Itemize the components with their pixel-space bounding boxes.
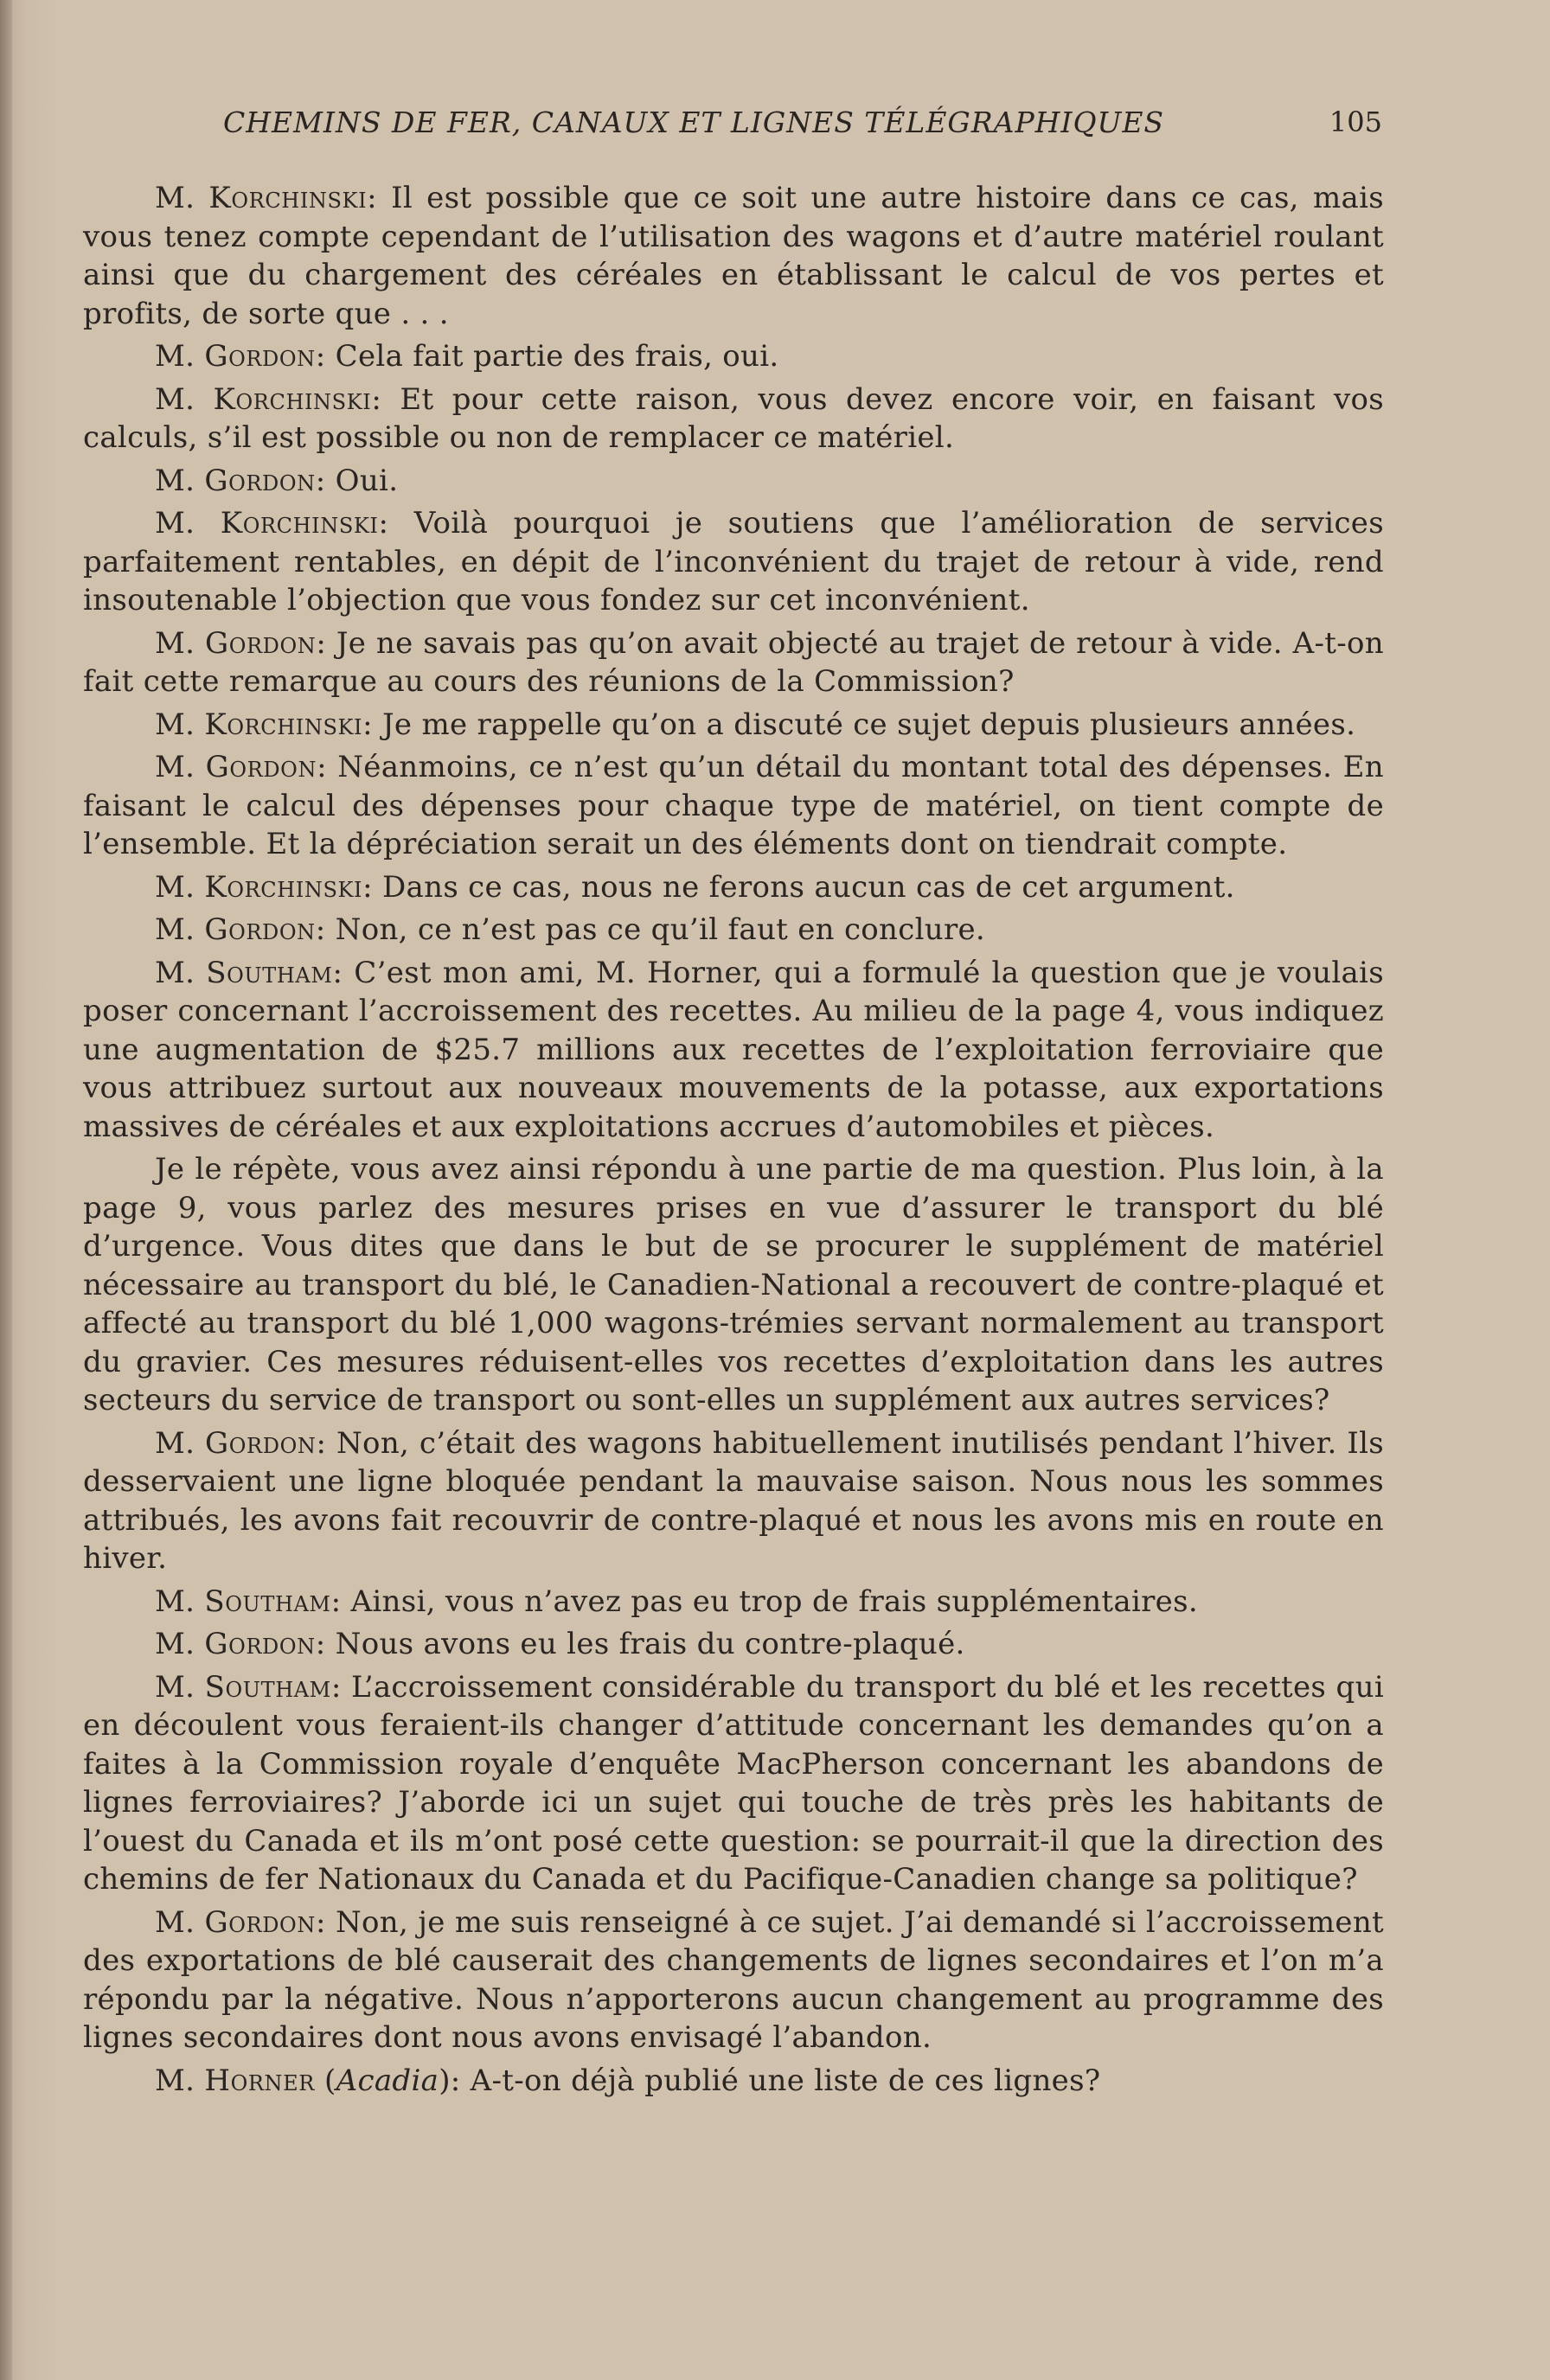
speaker-prefix: M. <box>155 1669 205 1705</box>
speaker-colon: : <box>315 463 326 498</box>
speaker-name: Korchinski <box>204 707 363 742</box>
paragraph-text: Je le répète, vous avez ainsi répondu à une partie de ma question. Plus loin, à la page 9, vous parlez des mesures prises en vue d’assurer le transport du blé d’urgence. Vous dites que dans le but de se procurer le supplément de matériel nécessaire au transport du blé, le Canadien-National a recouvert de contre-plaqué et affecté au transport du blé 1,000 wagons-trémies servant normalement au transport du gravier. Ces mesures réduisent-elles vos recettes d’exploitation dans les autres secteurs du service de transport ou sont-elles un supplément aux autres services? <box>83 1152 1384 1417</box>
transcript-paragraph <box>83 868 1384 907</box>
speaker-prefix: M. <box>155 1627 205 1661</box>
transcript-paragraph <box>83 1668 1384 1899</box>
speaker-prefix: M. <box>155 381 214 417</box>
speaker-colon: : <box>362 707 373 742</box>
speaker-prefix: M. <box>155 707 205 742</box>
speaker-name: Gordon <box>204 1904 316 1940</box>
speaker-name: Gordon <box>204 339 316 374</box>
speaker-colon: : <box>367 181 377 215</box>
speaker-prefix: M. <box>155 463 205 498</box>
riding-open-paren: ( <box>314 2063 336 2098</box>
speaker-colon: : <box>330 1583 342 1619</box>
transcript-paragraph <box>83 462 1384 501</box>
paragraph-text: Voilà pourquoi je soutiens que l’amélioration de services parfaitement rentables, en dépit de l’inconvénient du trajet de retour à vide, rend insoutenable l’objection que vous fondez sur cet inconvénient. <box>83 506 1384 617</box>
speaker-colon: : <box>362 869 373 905</box>
paragraph-text: Et pour cette raison, vous devez encore voir, en faisant vos calculs, s’il est possible ou non de remplacer ce matériel. <box>83 381 1384 455</box>
speaker-name: Gordon <box>204 912 316 947</box>
speaker-name: Korchinski <box>213 381 372 417</box>
paragraph-text: Non, c’était des wagons habituellement inutilisés pendant l’hiver. Ils desservaient une ligne bloquée pendant la mauvaise saison. Nous nous les sommes attribués, les avons fait recouvrir de contre-plaqué et nous les avons mis en route en hiver. <box>83 1425 1384 1576</box>
paragraph-text: Cela fait partie des frais, oui. <box>325 339 779 374</box>
speaker-colon: : <box>371 381 382 417</box>
speaker-colon: : <box>330 1669 342 1705</box>
transcript-paragraph <box>83 179 1384 333</box>
page-header <box>223 106 1382 147</box>
paragraph-text: Il est possible que ce soit une autre histoire dans ce cas, mais vous tenez compte cependant de l’utilisation des wagons et d’autre matériel roulant ainsi que du chargement des céréales en établissant le calcul de vos pertes et profits, de sorte que . . . <box>83 181 1384 331</box>
transcript-paragraph <box>83 381 1384 457</box>
transcript-paragraph <box>83 911 1384 950</box>
speaker-colon: : <box>316 625 327 661</box>
speaker-prefix: M. <box>155 750 206 784</box>
transcript-paragraph <box>83 1424 1384 1578</box>
paragraph-text: Oui. <box>325 463 399 498</box>
speaker-name: Horner <box>204 2063 315 2098</box>
speaker-name: Gordon <box>205 1425 317 1461</box>
paragraph-text: Ainsi, vous n’avez pas eu trop de frais supplémentaires. <box>341 1583 1198 1619</box>
speaker-prefix: M. <box>155 506 221 541</box>
speaker-name: Gordon <box>204 625 317 661</box>
speaker-colon: : <box>378 506 389 541</box>
speaker-prefix: M. <box>155 912 205 947</box>
paragraph-text: Non, je me suis renseigné à ce sujet. J’ai demandé si l’accroissement des exportations de blé causerait des changements de lignes secondaires et l’on m’a répondu par la négative. Nous n’apporterons aucun changement au programme des lignes secondaires dont nous avons envisagé l’abandon. <box>83 1904 1384 2055</box>
paragraph-text: Je ne savais pas qu’on avait objecté au trajet de retour à vide. A-t-on fait cette remarque au cours des réunions de la Commission? <box>83 625 1384 699</box>
paragraph-text: L’accroissement considérable du transport du blé et les recettes qui en découlent vous feraient-ils changer d’attitude concernant les demandes qu’on a faites à la Commission royale d’enquête MacPherson concernant les abandons de lignes ferroviaires? J’aborde ici un sujet qui touche de très près les habitants de l’ouest du Canada et ils m’ont posé cette question: se pourrait-il que la direction des chemins de fer Nationaux du Canada et du Pacifique-Canadien change sa politique? <box>83 1669 1384 1897</box>
page-number: 105 <box>1329 106 1382 138</box>
paragraph-text: C’est mon ami, M. Horner, qui a formulé la question que je voulais poser concernant l’accroissement des recettes. Au milieu de la page 4, vous indiquez une augmentation de $25.7 millions aux recettes de l’exploitation ferroviaire que vous attribuez surtout aux nouveaux mouvements de la potasse, aux exportations massives de céréales et aux exploitations accrues d’automobiles et pièces. <box>83 955 1384 1144</box>
transcript-paragraph <box>83 337 1384 376</box>
speaker-prefix: M. <box>155 1583 205 1619</box>
speaker-name: Southam <box>206 955 333 990</box>
transcript-paragraph <box>83 504 1384 620</box>
speaker-prefix: M. <box>155 181 209 215</box>
speaker-name: Southam <box>204 1669 331 1705</box>
transcript-paragraph <box>83 1625 1384 1664</box>
speaker-prefix: M. <box>155 625 205 661</box>
transcript-paragraph <box>83 706 1384 745</box>
paragraph-text: Néanmoins, ce n’est qu’un détail du montant total des dépenses. En faisant le calcul des dépenses pour chaque type de matériel, on tient compte de l’ensemble. Et la dépréciation serait un des éléments dont on tiendrait compte. <box>83 750 1384 861</box>
speaker-name: Korchinski <box>220 506 379 541</box>
speaker-name: Korchinski <box>204 869 363 905</box>
speaker-prefix: M. <box>155 955 207 990</box>
riding-name: Acadia <box>336 2063 439 2098</box>
speaker-prefix: M. <box>155 339 205 374</box>
page-spine-shadow <box>0 0 12 2380</box>
speaker-colon: : <box>315 912 326 947</box>
speaker-prefix: M. <box>155 869 205 905</box>
speaker-prefix: M. <box>155 2063 205 2098</box>
speaker-colon: : <box>315 339 326 374</box>
transcript-paragraph <box>83 1903 1384 2057</box>
speaker-colon: : <box>317 750 327 784</box>
speaker-name: Gordon <box>204 1627 316 1661</box>
speaker-colon: : <box>332 955 343 990</box>
transcript-paragraph <box>83 748 1384 864</box>
paragraph-text: Dans ce cas, nous ne ferons aucun cas de cet argument. <box>372 869 1235 905</box>
transcript-body <box>83 179 1384 2104</box>
speaker-name: Southam <box>204 1583 331 1619</box>
speaker-name: Gordon <box>205 750 317 784</box>
transcript-paragraph-last <box>83 2062 1384 2101</box>
speaker-colon: : <box>316 1425 327 1461</box>
speaker-colon: : <box>315 1904 326 1940</box>
speaker-prefix: M. <box>155 1425 206 1461</box>
transcript-paragraph <box>83 954 1384 1147</box>
transcript-paragraph <box>83 624 1384 701</box>
riding-close-paren: ): <box>439 2063 461 2098</box>
paragraph-text: A-t-on déjà publié une liste de ces lignes? <box>460 2063 1101 2098</box>
speaker-name: Gordon <box>204 463 316 498</box>
paragraph-text: Non, ce n’est pas ce qu’il faut en conclure. <box>325 912 986 947</box>
running-title: CHEMINS DE FER, CANAUX ET LIGNES TÉLÉGRAPHIQUES <box>223 106 1165 139</box>
paragraph-text: Nous avons eu les frais du contre-plaqué. <box>325 1627 965 1661</box>
speaker-name: Korchinski <box>208 181 368 215</box>
speaker-prefix: M. <box>155 1904 205 1940</box>
transcript-paragraph <box>83 1583 1384 1622</box>
paragraph-text: Je me rappelle qu’on a discuté ce sujet depuis plusieurs années. <box>372 707 1356 742</box>
transcript-paragraph <box>83 1150 1384 1420</box>
speaker-colon: : <box>315 1627 326 1661</box>
